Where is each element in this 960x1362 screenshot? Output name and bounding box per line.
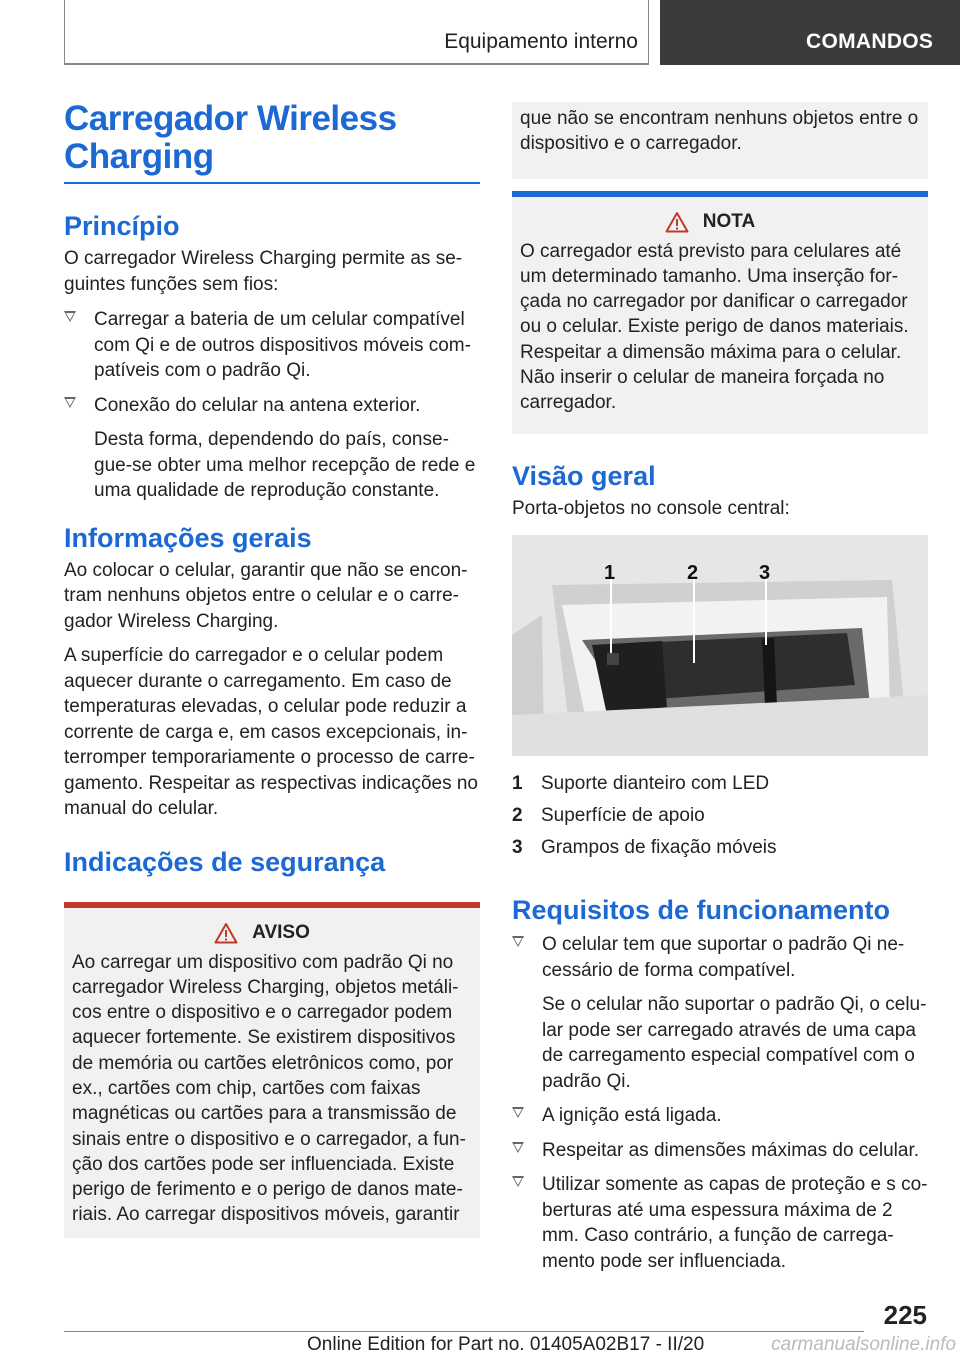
header-rule: [64, 63, 649, 65]
left-column: [64, 100, 480, 1238]
photo-legend: [512, 768, 928, 864]
heading-requirements: Requisitos de funcionamento: [512, 895, 891, 926]
callout-2: 2: [687, 562, 699, 585]
general-paragraph-1: Ao colocar o celular, garantir que não se encontram nenhuns objetos entre o celular e o carregador Wireless Charging.: [64, 559, 468, 632]
principle-list: [64, 307, 480, 504]
overview-intro: Porta-objetos no console central:: [512, 497, 790, 519]
warning-text: Ao carregar um dispositivo com padrão Qi no carregador Wireless Charging, objetos metálicos entre o dispositivo e o carregador podem aquecer fortemente. Se existirem dispositivos de memória ou cartões eletrônicos como, por ex., cartões com chip, cartões com faixas magnéticas ou cartões para a transmissão de sinais entre o dispositivo e o carregador, a função dos cartões pode ser influenciada. Existe perigo de ferimento e o perigo de danos materiais. Ao carregar dispositivos móveis, garantir: [72, 951, 466, 1226]
legend-row: 1 Suporte dianteiro com LED: [512, 773, 770, 795]
note-title: NOTA: [520, 211, 920, 233]
list-item-subtext: Desta forma, dependendo do país, consegue-se obter uma melhor recepção de rede e uma qualidade de reprodução constante.: [94, 429, 476, 501]
bullet-triangle-icon: [512, 1176, 524, 1187]
heading-general: Informações gerais: [64, 522, 312, 553]
callout-3: 3: [759, 562, 771, 585]
bullet-triangle-icon: [512, 1142, 524, 1153]
heading-overview: Visão geral: [512, 460, 656, 491]
list-item: O celular tem que suportar o padrão Qi necessário de forma compatível. Se o celular não suportar o padrão Qi, o celular pode ser carregado através de uma capa de carregamento especial compatível com o padrão Qi.: [512, 932, 928, 1094]
page-number: 225: [883, 1300, 927, 1330]
warning-text-continued: que não se encontram nenhuns objetos entre o dispositivo e o carregador.: [520, 108, 919, 155]
page-title: Carregador Wireless Charging: [64, 99, 397, 176]
list-item: Respeitar as dimensões máximas do celular.: [512, 1138, 928, 1164]
bullet-triangle-icon: [512, 936, 524, 947]
watermark-brand: carmanualsonline.info: [771, 1334, 956, 1355]
general-paragraph-2: A superfície do carregador e o celular podem aquecer durante o carregamento. Em caso de temperaturas elevadas, o celular pode reduzir a corrente de carga e, em casos excepcionais, interromper temporariamente o processo de carregamento. Respeitar as respectivas indicações no manual do celular.: [64, 645, 479, 819]
list-item: Conexão do celular na antena exterior. Desta forma, dependendo do país, consegue-se obter uma melhor recepção de rede e uma qualidade de reprodução constante.: [64, 393, 480, 504]
title-rule: [64, 182, 480, 184]
list-item: Carregar a bateria de um celular compatível com Qi e de outros dispositivos móveis compatíveis com o padrão Qi.: [64, 307, 480, 384]
list-item: Utilizar somente as capas de proteção e s coberturas até uma espessura máxima de 2 mm. Caso contrário, a função de carregamento pode ser influenciada.: [512, 1172, 928, 1274]
requirements-list: [512, 932, 928, 1274]
warning-triangle-icon: [665, 211, 689, 233]
footer-rule: [64, 1331, 864, 1332]
legend-row: 3 Grampos de fixação móveis: [512, 837, 777, 859]
list-item-subtext: Se o celular não suportar o padrão Qi, o celular pode ser carregado através de uma capa de carregamento especial compatível com o padrão Qi.: [542, 994, 927, 1092]
bullet-triangle-icon: [64, 311, 76, 322]
principle-intro: O carregador Wireless Charging permite as seguintes funções sem fios:: [64, 248, 463, 295]
header-divider: [648, 0, 649, 64]
charger-tray-photo: [512, 535, 928, 756]
warning-box: [64, 902, 480, 1238]
warning-box-continued: [512, 102, 928, 179]
bullet-triangle-icon: [512, 1107, 524, 1118]
warning-title: AVISO: [72, 922, 472, 944]
header-section-title: Equipamento interno: [444, 30, 638, 53]
heading-safety: Indicações de segurança: [64, 846, 386, 877]
heading-principle: Princípio: [64, 211, 180, 241]
legend-row: 2 Superfície de apoio: [512, 805, 705, 827]
note-text: O carregador está previsto para celulares até um determinado tamanho. Uma inserção forçada no carregador por danificar o carregador ou o celular. Existe perigo de danos materiais. Respeitar a dimensão máxima para o celular. Não inserir o celular de maneira forçada no carregador.: [520, 240, 909, 414]
warning-triangle-icon: [214, 922, 238, 944]
bullet-triangle-icon: [64, 397, 76, 408]
header-chapter-tab: COMANDOS: [660, 0, 960, 65]
note-box: [512, 191, 928, 434]
header-left-line: [64, 0, 65, 64]
footer-edition: Online Edition for Part no. 01405A02B17 - II/20: [307, 1334, 705, 1355]
list-item: A ignição está ligada.: [512, 1103, 928, 1129]
right-column: [512, 102, 928, 1283]
callout-1: 1: [604, 562, 616, 585]
